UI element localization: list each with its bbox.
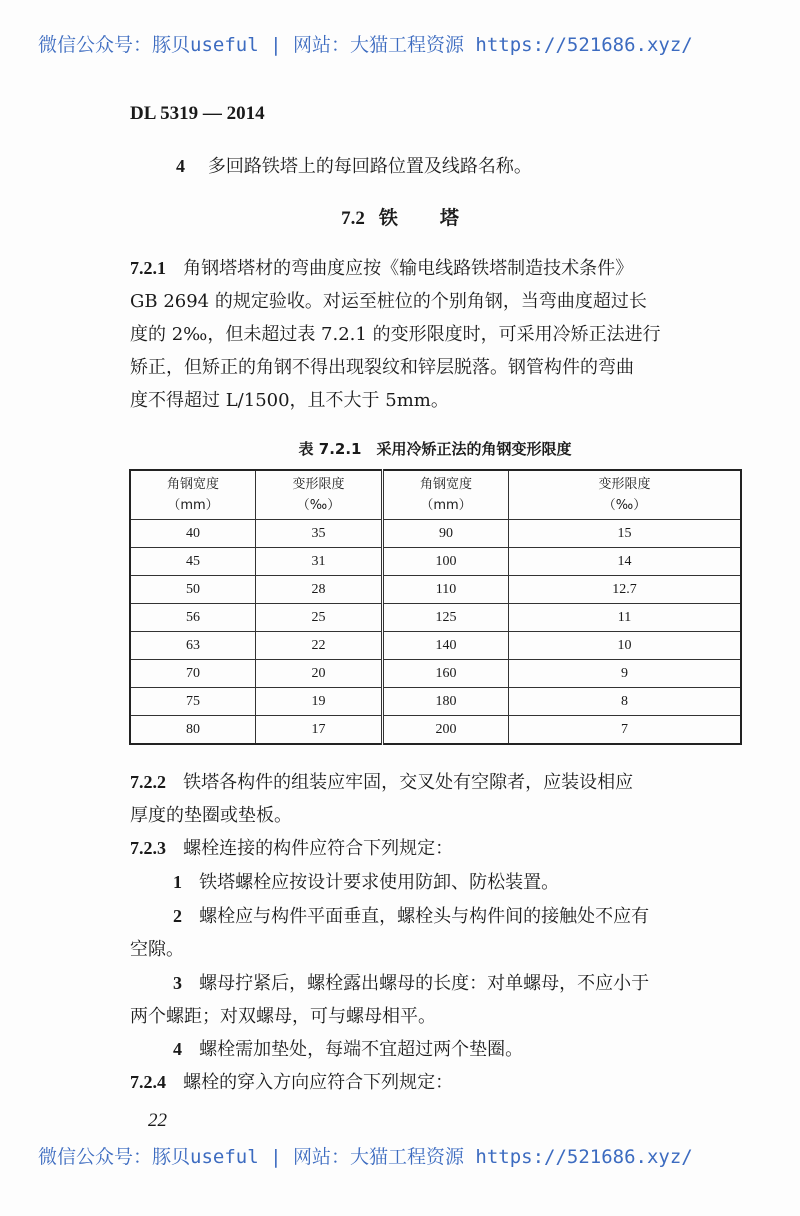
clause-number: 7.2.4 [130, 1072, 166, 1092]
table-cell: 31 [256, 548, 383, 576]
header-cell: 变形限度 （‰） [509, 470, 742, 520]
table-cell: 63 [130, 632, 256, 660]
table-cell: 45 [130, 548, 256, 576]
section-title-part: 铁 [378, 207, 398, 229]
table-cell: 17 [256, 716, 383, 745]
table-cell: 11 [509, 604, 742, 632]
clause-line: 角钢塔塔材的弯曲度应按《输电线路铁塔制造技术条件》 [183, 258, 634, 279]
table-cell: 70 [130, 660, 256, 688]
table-cell: 35 [256, 520, 383, 548]
table-cell: 25 [256, 604, 383, 632]
list-item: 3 螺母拧紧后，螺栓露出螺母的长度：对单螺母，不应小于 [173, 973, 650, 994]
table-row [130, 604, 741, 632]
table-row [130, 520, 741, 548]
clause-7-2-4 [130, 1066, 453, 1099]
watermark-bottom: 微信公众号：豚贝useful | 网站：大猫工程资源 https://521686.xyz/ [38, 1146, 693, 1168]
clause-line: 两个螺距；对双螺母，可与螺母相平。 [130, 1006, 436, 1027]
table-cell: 14 [509, 548, 742, 576]
deformation-limit-table [129, 469, 742, 745]
table-caption: 表 7.2.1 采用冷矫正法的角钢变形限度 [298, 440, 572, 458]
table-cell: 28 [256, 576, 383, 604]
standard-code: DL 5319 — 2014 [130, 103, 265, 124]
table-cell: 56 [130, 604, 256, 632]
list-item [176, 150, 532, 183]
clause-line: 度的 2‰，但未超过表 7.2.1 的变形限度时，可采用冷矫正法进行 [130, 324, 661, 345]
table-cell: 140 [383, 632, 509, 660]
clause-number: 7.2.2 [130, 772, 166, 792]
watermark-top: 微信公众号：豚贝useful | 网站：大猫工程资源 https://521686.xyz/ [38, 34, 693, 56]
table-cell: 90 [383, 520, 509, 548]
clause-line: 厚度的垫圈或垫板。 [130, 805, 292, 826]
table-cell: 10 [509, 632, 742, 660]
table-cell: 50 [130, 576, 256, 604]
section-title-part: 塔 [439, 207, 459, 229]
clause-line: 空隙。 [130, 939, 184, 960]
table-cell: 12.7 [509, 576, 742, 604]
clause-line: 铁塔各构件的组装应牢固，交叉处有空隙者，应装设相应 [183, 772, 634, 793]
table-header-row [130, 470, 741, 520]
table-row [130, 548, 741, 576]
table-cell: 20 [256, 660, 383, 688]
list-item: 1 铁塔螺栓应按设计要求使用防卸、防松装置。 [173, 872, 560, 893]
table-cell: 19 [256, 688, 383, 716]
section-number: 7.2 [341, 208, 365, 229]
table-row [130, 660, 741, 688]
table-cell: 180 [383, 688, 509, 716]
table-cell: 75 [130, 688, 256, 716]
list-item: 2 螺栓应与构件平面垂直，螺栓头与构件间的接触处不应有 [173, 906, 650, 927]
table-cell: 8 [509, 688, 742, 716]
header-cell: 角钢宽度 （mm） [383, 470, 509, 520]
table-cell: 125 [383, 604, 509, 632]
table-cell: 110 [383, 576, 509, 604]
page-number: 22 [148, 1110, 167, 1131]
table-row [130, 716, 741, 745]
table-cell: 160 [383, 660, 509, 688]
table-row [130, 632, 741, 660]
clause-number: 7.2.1 [130, 258, 166, 278]
section-heading [0, 203, 800, 230]
clause-line: 螺栓连接的构件应符合下列规定： [183, 838, 454, 859]
clause-number: 7.2.3 [130, 838, 166, 858]
item-number: 4 [176, 156, 185, 176]
table-row [130, 688, 741, 716]
table-cell: 80 [130, 716, 256, 745]
table-cell: 100 [383, 548, 509, 576]
table-cell: 40 [130, 520, 256, 548]
clause-line: 度不得超过 L/1500，且不大于 5mm。 [130, 390, 449, 411]
table-cell: 15 [509, 520, 742, 548]
item-text: 多回路铁塔上的每回路位置及线路名称。 [207, 156, 532, 177]
table-row [130, 576, 741, 604]
table-cell: 7 [509, 716, 742, 745]
list-item: 4 螺栓需加垫处，每端不宜超过两个垫圈。 [173, 1039, 524, 1060]
header-cell: 角钢宽度 （mm） [130, 470, 256, 520]
clause-line: 矫正，但矫正的角钢不得出现裂纹和锌层脱落。钢管构件的弯曲 [130, 357, 634, 378]
table-cell: 9 [509, 660, 742, 688]
table-cell: 22 [256, 632, 383, 660]
table-cell: 200 [383, 716, 509, 745]
clause-line: 螺栓的穿入方向应符合下列规定： [183, 1072, 454, 1093]
clause-line: GB 2694 的规定验收。对运至桩位的个别角钢，当弯曲度超过长 [130, 291, 647, 312]
header-cell: 变形限度 （‰） [256, 470, 383, 520]
